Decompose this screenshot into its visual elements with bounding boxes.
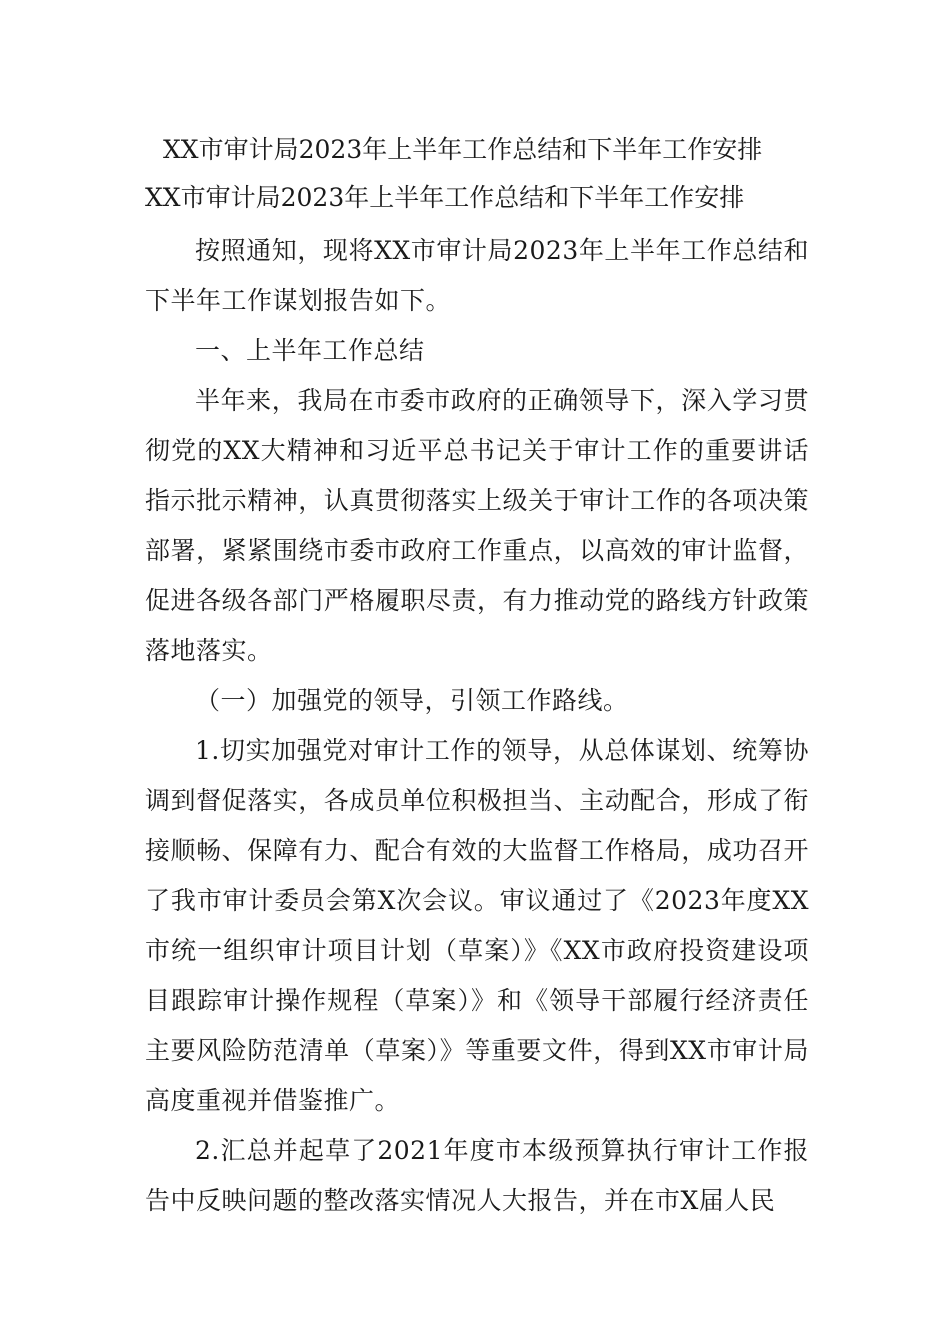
item-2-paragraph: 2.汇总并起草了2021年度市本级预算执行审计工作报告中反映问题的整改落实情况人大报告，并在市X届人民 [145,1136,809,1215]
item-1-paragraph: 1.切实加强党对审计工作的领导，从总体谋划、统筹协调到督促落实，各成员单位积极担当、主动配合，形成了衔接顺畅、保障有力、配合有效的大监督工作格局，成功召开了我市审计委员会第X次会议。审议通过了《2023年度XX市统一组织审计项目计划（草案）》《XX市政府投资建设项目跟踪审计操作规程（草案）》和《领导干部履行经济责任主要风险防范清单（草案）》等重要文件，得到XX市审计局高度重视并借鉴推广。 [145,736,809,1115]
section-1-heading: 一、上半年工作总结 [195,336,425,365]
section-1-paragraph: 半年来，我局在市委市政府的正确领导下，深入学习贯彻党的XX大精神和习近平总书记关于审计工作的重要讲话指示批示精神，认真贯彻落实上级关于审计工作的各项决策部署，紧紧围绕市委市政府工作重点，以高效的审计监督，促进各级各部门严格履职尽责，有力推动党的路线方针政策落地落实。 [145,386,809,665]
document-title-line-2: XX市审计局2023年上半年工作总结和下半年工作安排 [145,183,745,212]
intro-paragraph: 按照通知，现将XX市审计局2023年上半年工作总结和下半年工作谋划报告如下。 [145,236,809,315]
document-body [145,126,809,1226]
subsection-1-heading: （一）加强党的领导，引领工作路线。 [195,686,629,715]
document-title-line-1: XX市审计局2023年上半年工作总结和下半年工作安排 [163,135,763,164]
